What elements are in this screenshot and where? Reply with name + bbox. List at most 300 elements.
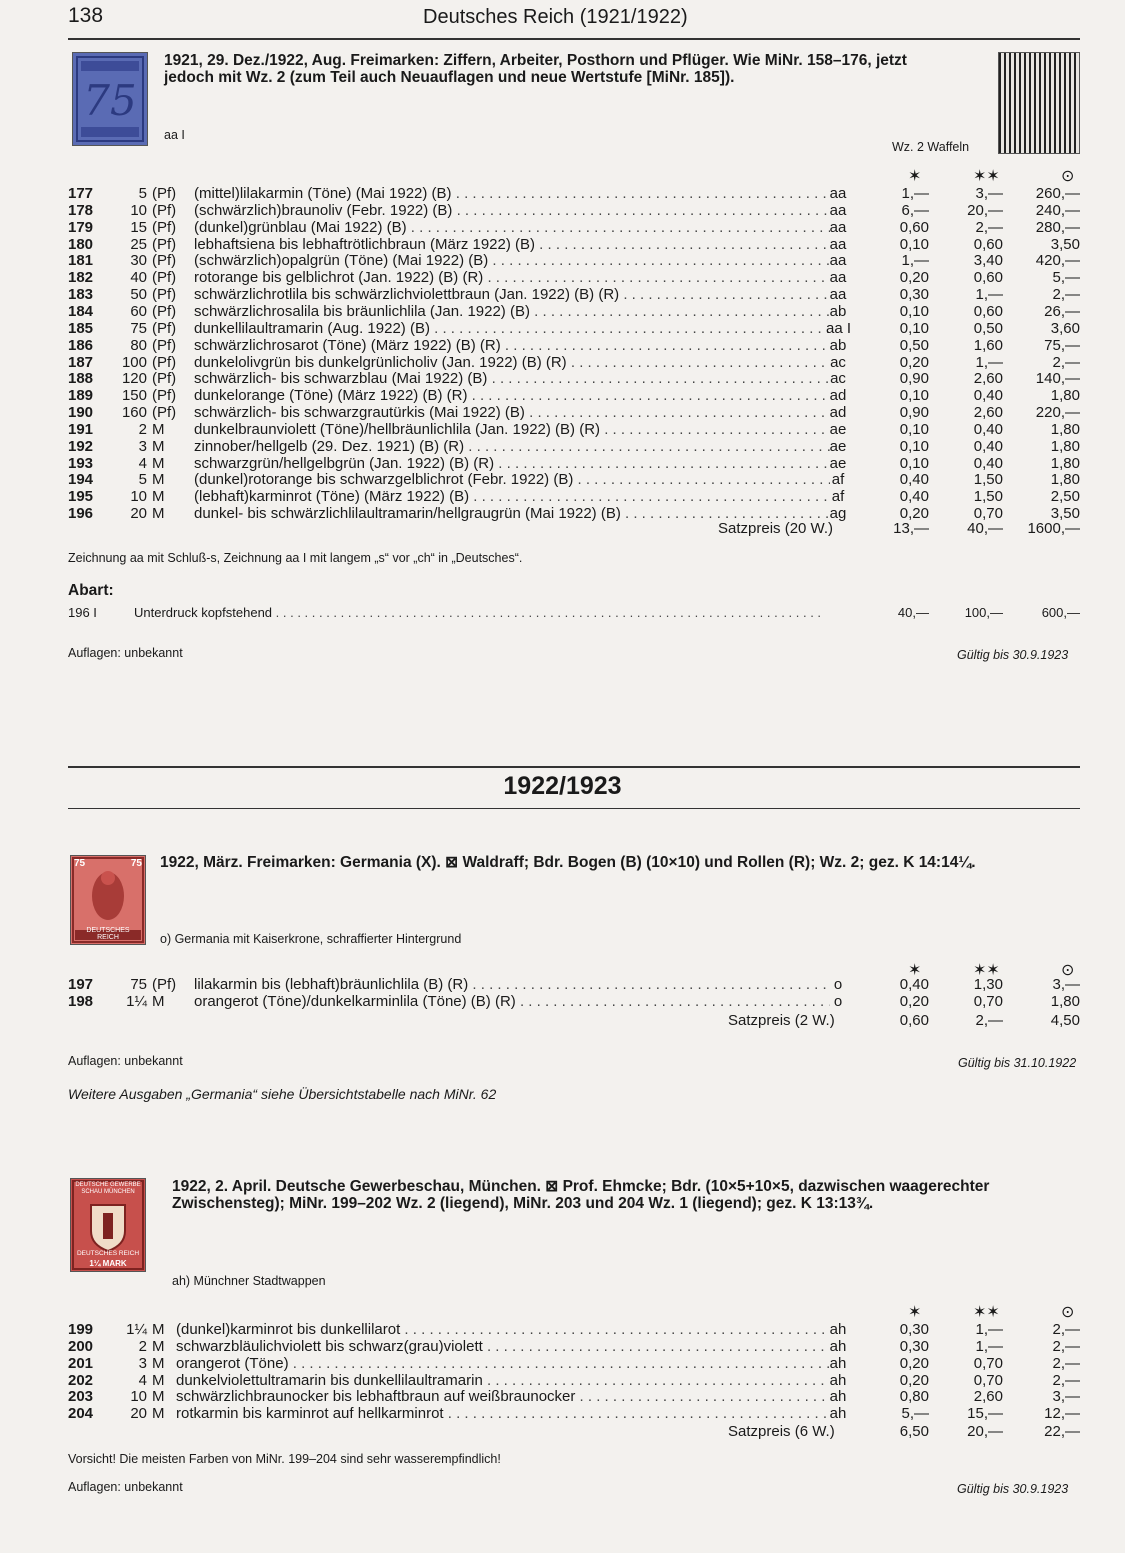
design-type: ad xyxy=(829,387,847,405)
catalog-row xyxy=(68,455,1080,472)
catalog-row xyxy=(68,471,1080,488)
stamp-image-munich xyxy=(70,1178,146,1272)
color-description: (dunkel)karminrot bis dunkellilarot . . . xyxy=(176,1321,830,1338)
design-type: ae xyxy=(829,420,847,438)
set-price-p1: 13,— xyxy=(893,520,929,537)
section1-title-line2: jedoch mit Wz. 2 (zum Teil auch Neuauflagen und neue Wertstufe [MiNr. 185]). xyxy=(164,69,735,86)
section3-set-price xyxy=(68,1423,1080,1440)
catalog-number: 198 xyxy=(68,992,94,1010)
section1-title xyxy=(164,52,994,86)
design-type: ah xyxy=(829,1321,847,1338)
price-mint-never-hinged: 1,— xyxy=(975,286,1003,304)
section3-design-label: ah) Münchner Stadtwappen xyxy=(172,1274,326,1288)
price-mint-never-hinged: 2,— xyxy=(975,218,1003,236)
catalog-row xyxy=(68,1321,1080,1338)
price-mint-never-hinged: 15,— xyxy=(967,1405,1003,1423)
color-description: (dunkel)grünblau (Mai 1922) (B) . . . xyxy=(194,219,830,236)
variety-row xyxy=(68,604,1080,621)
catalog-number: 182 xyxy=(68,269,94,287)
price-mint-hinged: 0,20 xyxy=(899,269,929,287)
page-header-title: Deutsches Reich (1921/1922) xyxy=(423,6,688,28)
color-description: rotorange bis gelblichrot (Jan. 1922) (B) (R) . . . xyxy=(194,269,830,286)
value-unit: (Pf) xyxy=(152,269,177,287)
catalog-number: 191 xyxy=(68,420,94,438)
catalog-row xyxy=(68,337,1080,354)
col-head-mint-hinged: ✶ xyxy=(908,962,922,979)
color-description: dunkel- bis schwärzlichlilaultramarin/hellgraugrün (Mai 1922) (B) . . . xyxy=(194,505,830,522)
section3-print-run: Auflagen: unbekannt xyxy=(68,1480,183,1494)
price-used: 2,— xyxy=(1052,1371,1080,1389)
price-mint-never-hinged: 0,60 xyxy=(973,269,1003,287)
catalog-number: 200 xyxy=(68,1337,94,1355)
face-value: 20 xyxy=(130,505,147,523)
price-mint-never-hinged: 2,60 xyxy=(973,370,1003,388)
col-head-used: ⊙ xyxy=(1061,168,1075,185)
price-used: 260,— xyxy=(1035,185,1080,202)
catalog-row xyxy=(68,252,1080,269)
stamp-value-right: 75 xyxy=(130,858,142,869)
face-value: 150 xyxy=(121,387,147,405)
color-description: schwarzgrün/hellgelbgrün (Jan. 1922) (B) (R) . . . xyxy=(194,455,830,472)
color-description: zinnober/hellgelb (29. Dez. 1921) (B) (R) . . . xyxy=(194,438,830,455)
catalog-row xyxy=(68,1372,1080,1389)
face-value: 80 xyxy=(130,336,147,354)
price-used: 5,— xyxy=(1052,269,1080,287)
face-value: 10 xyxy=(130,1388,147,1406)
face-value: 25 xyxy=(130,235,147,253)
value-unit: M xyxy=(152,488,165,506)
face-value: 4 xyxy=(138,1371,147,1389)
variety-nr: 196 I xyxy=(68,605,97,620)
value-unit: (Pf) xyxy=(152,976,177,993)
price-mint-hinged: 0,10 xyxy=(899,420,929,438)
section1-note: Zeichnung aa mit Schluß-s, Zeichnung aa I mit langem „s“ vor „ch“ in „Deutsches“. xyxy=(68,551,523,565)
price-mint-never-hinged: 2,60 xyxy=(973,404,1003,422)
price-mint-never-hinged: 20,— xyxy=(967,201,1003,219)
catalog-row xyxy=(68,219,1080,236)
value-unit: M xyxy=(152,471,165,489)
color-description: dunkellilaultramarin (Aug. 1922) (B) . . . xyxy=(194,320,830,337)
price-mint-never-hinged: 1,30 xyxy=(973,976,1003,993)
design-type: aa xyxy=(829,185,847,202)
price-mint-hinged: 0,10 xyxy=(899,437,929,455)
value-unit: (Pf) xyxy=(152,302,177,320)
face-value: 75 xyxy=(130,976,147,993)
value-unit: M xyxy=(152,1405,165,1423)
section3-title-line2: Zwischensteg); MiNr. 199–202 Wz. 2 (liegend), MiNr. 203 und 204 Wz. 1 (liegend); gez. K 13:13¾. xyxy=(172,1195,874,1212)
price-mint-never-hinged: 0,70 xyxy=(973,505,1003,523)
color-description: schwarzbläulichviolett bis schwarz(grau)violett . . . xyxy=(176,1338,830,1355)
value-unit: (Pf) xyxy=(152,201,177,219)
price-used: 3,50 xyxy=(1050,505,1080,523)
value-unit: M xyxy=(152,1337,165,1355)
section2-set-price xyxy=(68,1012,1080,1029)
face-value: 40 xyxy=(130,269,147,287)
catalog-number: 189 xyxy=(68,387,94,405)
catalog-row xyxy=(68,993,1080,1010)
price-mint-hinged: 0,40 xyxy=(899,471,929,489)
set-price-label: Satzpreis (20 W.) xyxy=(718,520,834,537)
price-mint-hinged: 0,90 xyxy=(899,370,929,388)
face-value: 120 xyxy=(121,370,147,388)
price-used: 420,— xyxy=(1035,252,1080,270)
price-mint-hinged: 0,40 xyxy=(899,976,929,993)
price-mint-never-hinged: 0,40 xyxy=(973,454,1003,472)
catalog-row xyxy=(68,370,1080,387)
price-mint-never-hinged: 0,50 xyxy=(973,319,1003,337)
price-used: 1,80 xyxy=(1050,387,1080,405)
catalog-number: 197 xyxy=(68,976,94,993)
design-type: aa I xyxy=(826,319,852,337)
watermark-label: Wz. 2 Waffeln xyxy=(892,140,970,154)
set-price-p1: 0,60 xyxy=(899,1012,929,1029)
catalog-number: 195 xyxy=(68,488,94,506)
face-value: 160 xyxy=(121,404,147,422)
price-mint-never-hinged: 2,60 xyxy=(973,1388,1003,1406)
price-mint-hinged: 0,20 xyxy=(899,1354,929,1372)
value-unit: M xyxy=(152,1321,165,1338)
face-value: 15 xyxy=(130,218,147,236)
value-unit: M xyxy=(152,454,165,472)
design-type: ae xyxy=(829,454,847,472)
face-value: 2 xyxy=(138,420,147,438)
catalog-row xyxy=(68,202,1080,219)
watermark-image xyxy=(998,52,1080,154)
color-description: schwärzlichrosarot (Töne) (März 1922) (B) (R) . . . xyxy=(194,337,830,354)
price-used: 2,— xyxy=(1052,353,1080,371)
variety-desc: Unterdruck kopfstehend . . . xyxy=(134,604,824,621)
price-used: 2,— xyxy=(1052,1321,1080,1338)
price-used: 75,— xyxy=(1044,336,1080,354)
price-mint-hinged: 0,30 xyxy=(899,1321,929,1338)
era-rule-bottom xyxy=(68,808,1080,809)
era-heading: 1922/1923 xyxy=(503,772,622,800)
color-description: rotkarmin bis karminrot auf hellkarminrot . . . xyxy=(176,1405,830,1422)
col-head-used: ⊙ xyxy=(1061,962,1075,979)
price-used: 2,— xyxy=(1052,1337,1080,1355)
catalog-row xyxy=(68,320,1080,337)
price-mint-hinged: 0,10 xyxy=(899,387,929,405)
variety-heading: Abart: xyxy=(68,582,114,599)
catalog-row xyxy=(68,303,1080,320)
catalog-row xyxy=(68,286,1080,303)
catalog-number: 194 xyxy=(68,471,94,489)
price-mint-never-hinged: 1,60 xyxy=(973,336,1003,354)
col-head-used: ⊙ xyxy=(1061,1304,1075,1321)
face-value: 5 xyxy=(138,471,147,489)
price-mint-never-hinged: 0,60 xyxy=(973,235,1003,253)
price-used: 2,50 xyxy=(1050,488,1080,506)
design-type: ag xyxy=(829,505,847,523)
value-unit: M xyxy=(152,1388,165,1406)
catalog-number: 179 xyxy=(68,218,94,236)
catalog-row xyxy=(68,438,1080,455)
section2-valid: Gültig bis 31.10.1922 xyxy=(958,1056,1077,1070)
header-rule xyxy=(68,38,1080,40)
design-type: aa xyxy=(829,252,847,270)
value-unit: (Pf) xyxy=(152,286,177,304)
section1-design-label: aa I xyxy=(164,128,185,142)
price-used: 2,— xyxy=(1052,1354,1080,1372)
catalog-number: 201 xyxy=(68,1354,94,1372)
face-value: 50 xyxy=(130,286,147,304)
color-description: (dunkel)rotorange bis schwarzgelblichrot (Febr. 1922) (B) . . . xyxy=(194,471,830,488)
color-description: (mittel)lilakarmin (Töne) (Mai 1922) (B) . . . xyxy=(194,185,830,202)
value-unit: (Pf) xyxy=(152,336,177,354)
color-description: lebhaftsiena bis lebhaftrötlichbraun (März 1922) (B) . . . xyxy=(194,236,830,253)
face-value: 20 xyxy=(130,1405,147,1423)
stamp-top-text: DEUTSCHE GEWERBE SCHAU MÜNCHEN xyxy=(75,1182,141,1195)
section2-design-label: o) Germania mit Kaiserkrone, schraffierter Hintergrund xyxy=(160,932,462,946)
value-unit: M xyxy=(152,1354,165,1372)
design-type: aa xyxy=(829,201,847,219)
section3-title xyxy=(172,1178,1082,1212)
set-price-p3: 1600,— xyxy=(1027,520,1080,537)
catalog-row xyxy=(68,1405,1080,1422)
price-mint-never-hinged: 1,50 xyxy=(973,488,1003,506)
price-mint-never-hinged: 0,40 xyxy=(973,420,1003,438)
catalog-number: 178 xyxy=(68,201,94,219)
design-type: aa xyxy=(829,286,847,304)
catalog-row xyxy=(68,354,1080,371)
color-description: orangerot (Töne)/dunkelkarminlila (Töne) (B) (R) . . . xyxy=(194,993,830,1010)
price-used: 26,— xyxy=(1044,302,1080,320)
face-value: 3 xyxy=(138,437,147,455)
price-used: 280,— xyxy=(1035,218,1080,236)
color-description: (schwärzlich)opalgrün (Töne) (Mai 1922) (B) . . . xyxy=(194,252,830,269)
price-used: 1,80 xyxy=(1050,471,1080,489)
price-mint-hinged: 0,30 xyxy=(899,286,929,304)
price-mint-never-hinged: 0,70 xyxy=(973,992,1003,1010)
price-used: 1,80 xyxy=(1050,437,1080,455)
design-type: aa xyxy=(829,269,847,287)
catalog-row xyxy=(68,1388,1080,1405)
catalog-row xyxy=(68,387,1080,404)
catalog-number: 185 xyxy=(68,319,94,337)
section2-further: Weitere Ausgaben „Germania“ siehe Übersichtstabelle nach MiNr. 62 xyxy=(68,1086,497,1102)
catalog-number: 186 xyxy=(68,336,94,354)
variety-p1: 40,— xyxy=(897,605,929,620)
face-value: 10 xyxy=(130,488,147,506)
catalog-row xyxy=(68,1355,1080,1372)
color-description: schwärzlich- bis schwarzblau (Mai 1922) (B) . . . xyxy=(194,370,830,387)
stamp-country: DEUTSCHES REICH xyxy=(76,1250,140,1257)
price-mint-hinged: 5,— xyxy=(901,1405,929,1423)
set-price-p2: 20,— xyxy=(967,1423,1003,1440)
design-type: ac xyxy=(830,353,846,371)
catalog-number: 188 xyxy=(68,370,94,388)
price-used: 3,— xyxy=(1052,1388,1080,1406)
catalog-number: 202 xyxy=(68,1371,94,1389)
face-value: 3 xyxy=(138,1354,147,1372)
col-head-mint-never-hinged: ✶✶ xyxy=(973,1304,1000,1321)
price-used: 140,— xyxy=(1035,370,1080,388)
price-mint-hinged: 0,50 xyxy=(899,336,929,354)
variety-p2: 100,— xyxy=(964,605,1003,620)
catalog-row xyxy=(68,404,1080,421)
value-unit: M xyxy=(152,420,165,438)
price-mint-hinged: 0,20 xyxy=(899,992,929,1010)
price-mint-hinged: 1,— xyxy=(901,252,929,270)
catalog-number: 192 xyxy=(68,437,94,455)
catalog-number: 181 xyxy=(68,252,94,270)
price-mint-hinged: 6,— xyxy=(901,201,929,219)
catalog-number: 190 xyxy=(68,404,94,422)
design-type: af xyxy=(831,471,845,489)
catalog-number: 184 xyxy=(68,302,94,320)
price-mint-hinged: 0,10 xyxy=(899,454,929,472)
face-value: 100 xyxy=(121,353,147,371)
design-type: o xyxy=(833,992,843,1010)
svg-text:75: 75 xyxy=(83,76,137,125)
value-unit: M xyxy=(152,437,165,455)
face-value: 2 xyxy=(138,1337,147,1355)
price-used: 12,— xyxy=(1044,1405,1080,1423)
col-head-mint-never-hinged: ✶✶ xyxy=(973,962,1000,979)
price-mint-hinged: 0,80 xyxy=(899,1388,929,1406)
price-mint-never-hinged: 1,50 xyxy=(973,471,1003,489)
price-used: 240,— xyxy=(1035,201,1080,219)
set-price-p3: 22,— xyxy=(1044,1423,1080,1440)
variety-p3: 600,— xyxy=(1041,605,1080,620)
face-value: 1¼ xyxy=(126,992,147,1010)
price-mint-never-hinged: 3,— xyxy=(975,185,1003,202)
face-value: 4 xyxy=(138,454,147,472)
price-mint-never-hinged: 0,40 xyxy=(973,387,1003,405)
section1-print-run: Auflagen: unbekannt xyxy=(68,646,183,660)
value-unit: (Pf) xyxy=(152,218,177,236)
catalog-number: 196 xyxy=(68,505,94,523)
section1-valid: Gültig bis 30.9.1923 xyxy=(957,648,1069,662)
price-used: 3,— xyxy=(1052,976,1080,993)
page-number: 138 xyxy=(68,4,104,27)
price-used: 1,80 xyxy=(1050,420,1080,438)
set-price-label: Satzpreis (6 W.) xyxy=(728,1423,835,1440)
price-used: 2,— xyxy=(1052,286,1080,304)
design-type: ab xyxy=(829,336,847,354)
stamp-value: 1¼ MARK xyxy=(89,1259,127,1268)
value-unit: M xyxy=(152,992,165,1010)
price-mint-hinged: 0,40 xyxy=(899,488,929,506)
price-used: 1,80 xyxy=(1050,992,1080,1010)
face-value: 5 xyxy=(138,185,147,202)
catalog-row xyxy=(68,269,1080,286)
value-unit: (Pf) xyxy=(152,319,177,337)
set-price-p1: 6,50 xyxy=(899,1423,929,1440)
design-type: aa xyxy=(829,218,847,236)
catalog-row xyxy=(68,236,1080,253)
section3-warning: Vorsicht! Die meisten Farben von MiNr. 199–204 sind sehr wasserempfindlich! xyxy=(68,1452,501,1466)
stamp-country: DEUTSCHES REICH xyxy=(86,927,130,941)
catalog-number: 204 xyxy=(68,1405,94,1423)
stamp-75-icon xyxy=(73,53,147,145)
catalog-row xyxy=(68,421,1080,438)
set-price-p2: 40,— xyxy=(967,520,1003,537)
section3-title-line1: 1922, 2. April. Deutsche Gewerbeschau, München. ⊠ Prof. Ehmcke; Bdr. (10×5+10×5, dazwischen waagerechter xyxy=(172,1178,990,1195)
catalog-number: 199 xyxy=(68,1321,94,1338)
value-unit: (Pf) xyxy=(152,387,177,405)
color-description: dunkelviolettultramarin bis dunkellilaultramarin . . . xyxy=(176,1372,830,1389)
set-price-p3: 4,50 xyxy=(1050,1012,1080,1029)
price-mint-never-hinged: 3,40 xyxy=(973,252,1003,270)
price-mint-hinged: 0,10 xyxy=(899,319,929,337)
col-head-mint-hinged: ✶ xyxy=(908,168,922,185)
face-value: 60 xyxy=(130,302,147,320)
design-type: ah xyxy=(829,1371,847,1389)
face-value: 10 xyxy=(130,201,147,219)
price-mint-never-hinged: 0,70 xyxy=(973,1371,1003,1389)
color-description: dunkelolivgrün bis dunkelgrünlicholiv (Jan. 1922) (B) (R) . . . xyxy=(194,354,830,371)
section3-valid: Gültig bis 30.9.1923 xyxy=(957,1482,1069,1496)
price-mint-hinged: 0,10 xyxy=(899,302,929,320)
section2-print-run: Auflagen: unbekannt xyxy=(68,1054,183,1068)
price-mint-hinged: 0,90 xyxy=(899,404,929,422)
price-mint-never-hinged: 0,70 xyxy=(973,1354,1003,1372)
color-description: dunkelorange (Töne) (März 1922) (B) (R) . . . xyxy=(194,387,830,404)
design-type: aa xyxy=(829,235,847,253)
catalog-number: 203 xyxy=(68,1388,94,1406)
catalog-row xyxy=(68,488,1080,505)
price-mint-never-hinged: 0,40 xyxy=(973,437,1003,455)
price-mint-hinged: 0,10 xyxy=(899,235,929,253)
color-description: orangerot (Töne) . . . xyxy=(176,1355,830,1372)
color-description: schwärzlichbraunocker bis lebhaftbraun auf weißbraunocker . . . xyxy=(176,1388,830,1405)
price-mint-hinged: 0,20 xyxy=(899,505,929,523)
color-description: schwärzlich- bis schwarzgrautürkis (Mai 1922) (B) . . . xyxy=(194,404,830,421)
price-mint-never-hinged: 1,— xyxy=(975,1321,1003,1338)
catalog-number: 187 xyxy=(68,353,94,371)
value-unit: (Pf) xyxy=(152,353,177,371)
design-type: o xyxy=(833,976,843,993)
face-value: 30 xyxy=(130,252,147,270)
set-price-label: Satzpreis (2 W.) xyxy=(728,1012,835,1029)
catalog-number: 180 xyxy=(68,235,94,253)
section2-title: 1922, März. Freimarken: Germania (X). ⊠ Waldraff; Bdr. Bogen (B) (10×10) und Rollen (R); Wz. 2; gez. K 14:14¼. xyxy=(160,854,976,871)
color-description: lilakarmin bis (lebhaft)bräunlichlila (B) (R) . . . xyxy=(194,976,830,993)
era-rule-top xyxy=(68,766,1080,768)
value-unit: (Pf) xyxy=(152,252,177,270)
stamp-value-left: 75 xyxy=(74,858,86,869)
section1-set-price xyxy=(68,520,1080,537)
design-type: ah xyxy=(829,1337,847,1355)
design-type: af xyxy=(831,488,845,506)
catalog-row xyxy=(68,1338,1080,1355)
design-type: ah xyxy=(829,1405,847,1423)
color-description: schwärzlichrotlila bis schwärzlichviolettbraun (Jan. 1922) (B) (R) . . . xyxy=(194,286,830,303)
stamp-image-aa-i xyxy=(72,52,148,146)
stamp-image-germania xyxy=(70,855,146,945)
price-used: 220,— xyxy=(1035,404,1080,422)
catalog-number: 177 xyxy=(68,185,94,202)
design-type: ac xyxy=(830,370,846,388)
value-unit: (Pf) xyxy=(152,404,177,422)
price-used: 3,50 xyxy=(1050,235,1080,253)
price-mint-hinged: 0,30 xyxy=(899,1337,929,1355)
face-value: 1¼ xyxy=(126,1321,147,1338)
catalog-row xyxy=(68,185,1080,202)
price-mint-hinged: 1,— xyxy=(901,185,929,202)
color-description: (lebhaft)karminrot (Töne) (März 1922) (B) . . . xyxy=(194,488,830,505)
value-unit: (Pf) xyxy=(152,235,177,253)
color-description: (schwärzlich)braunoliv (Febr. 1922) (B) . . . xyxy=(194,202,830,219)
design-type: ad xyxy=(829,404,847,422)
price-mint-hinged: 0,60 xyxy=(899,218,929,236)
color-description: dunkelbraunviolett (Töne)/hellbräunlichlila (Jan. 1922) (B) (R) . . . xyxy=(194,421,830,438)
price-used: 3,60 xyxy=(1050,319,1080,337)
section1-title-line1: 1921, 29. Dez./1922, Aug. Freimarken: Ziffern, Arbeiter, Posthorn und Pflüger. Wie MiNr. 158–176, jetzt xyxy=(164,52,907,69)
color-description: schwärzlichrosalila bis bräunlichlila (Jan. 1922) (B) . . . xyxy=(194,303,830,320)
set-price-p2: 2,— xyxy=(975,1012,1003,1029)
